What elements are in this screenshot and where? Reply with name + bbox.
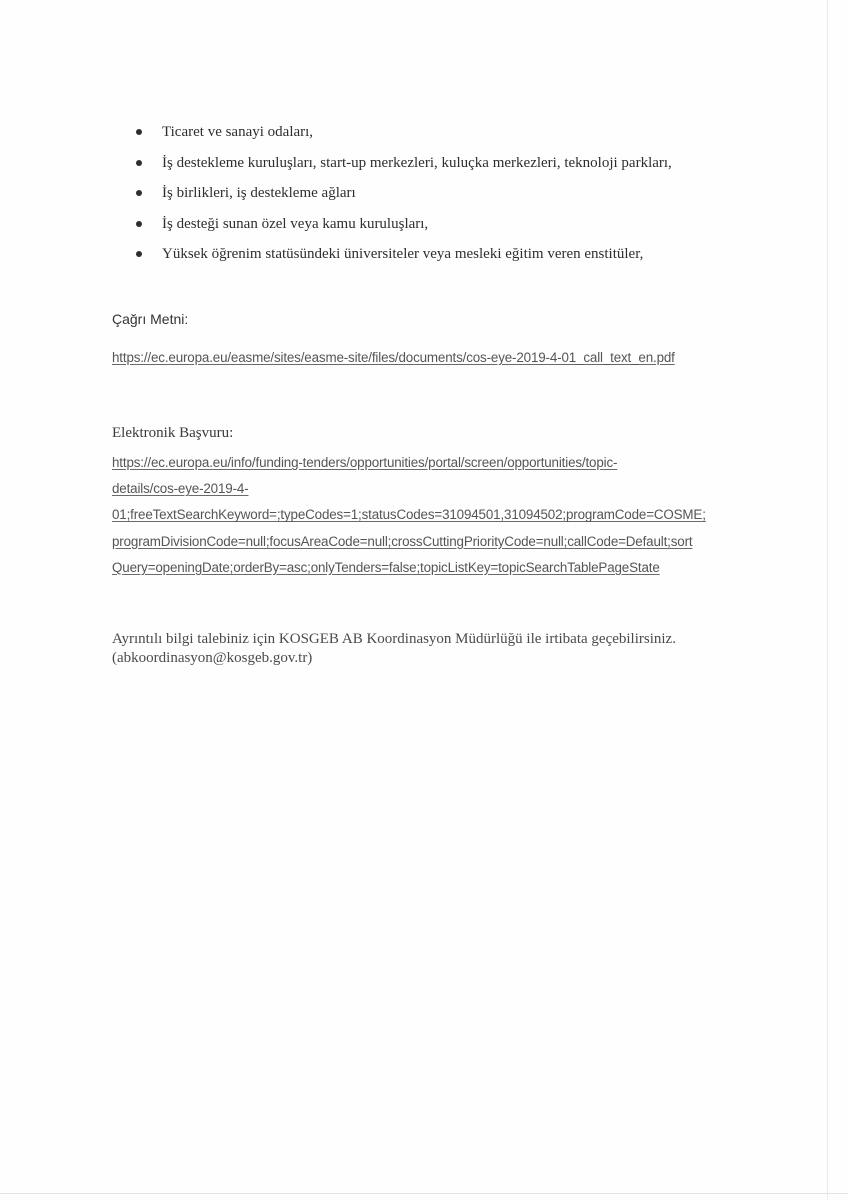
list-item-text: İş desteği sunan özel veya kamu kuruluşları, xyxy=(162,215,429,232)
list-item-text: Ticaret ve sanayi odaları, xyxy=(162,124,314,140)
application-link-line[interactable]: 01;freeTextSearchKeyword=;typeCodes=1;statusCodes=31094501,31094502;programCode=COSME; xyxy=(112,507,706,523)
bullet-icon xyxy=(136,190,142,196)
list-item xyxy=(134,244,672,275)
bullet-icon xyxy=(136,129,142,135)
electronic-application-link[interactable] xyxy=(112,453,732,584)
list-item-text: İş birlikleri, iş destekleme ağları xyxy=(162,185,356,201)
application-link-line[interactable]: programDivisionCode=null;focusAreaCode=null;crossCuttingPriorityCode=null;callCode=Default;sort xyxy=(112,533,693,549)
scan-edge-bottom xyxy=(0,1193,848,1194)
call-text-link[interactable]: https://ec.europa.eu/easme/sites/easme-site/files/documents/cos-eye-2019-4-01_call_text_en.pdf xyxy=(112,350,675,365)
scan-edge-right xyxy=(827,0,828,1200)
list-item xyxy=(134,153,672,184)
application-link-line[interactable]: details/cos-eye-2019-4- xyxy=(112,481,249,497)
list-item xyxy=(134,122,672,153)
electronic-application-label: Elektronik Başvuru: xyxy=(112,425,234,441)
contact-text: Ayrıntılı bilgi talebiniz için KOSGEB AB Koordinasyon Müdürlüğü ile irtibata geçebilirsiniz. xyxy=(112,631,676,647)
list-item xyxy=(134,183,672,214)
contact-email: (abkoordinasyon@kosgeb.gov.tr) xyxy=(112,650,313,666)
bullet-icon xyxy=(136,160,142,166)
bullet-icon xyxy=(136,221,142,227)
call-text-label: Çağrı Metni: xyxy=(112,311,189,327)
list-item-text: İş destekleme kuruluşları, start-up merkezleri, kuluçka merkezleri, teknoloji parkları, xyxy=(162,154,672,171)
eligible-organizations-list xyxy=(134,122,672,275)
contact-info xyxy=(112,630,676,668)
list-item-text: Yüksek öğrenim statüsündeki üniversiteler veya mesleki eğitim veren enstitüler, xyxy=(162,246,644,262)
list-item xyxy=(134,214,672,245)
bullet-icon xyxy=(136,251,142,257)
application-link-line[interactable]: https://ec.europa.eu/info/funding-tenders/opportunities/portal/screen/opportunities/topic- xyxy=(112,455,618,470)
application-link-line[interactable]: Query=openingDate;orderBy=asc;onlyTenders=false;topicListKey=topicSearchTablePageState xyxy=(112,559,660,575)
